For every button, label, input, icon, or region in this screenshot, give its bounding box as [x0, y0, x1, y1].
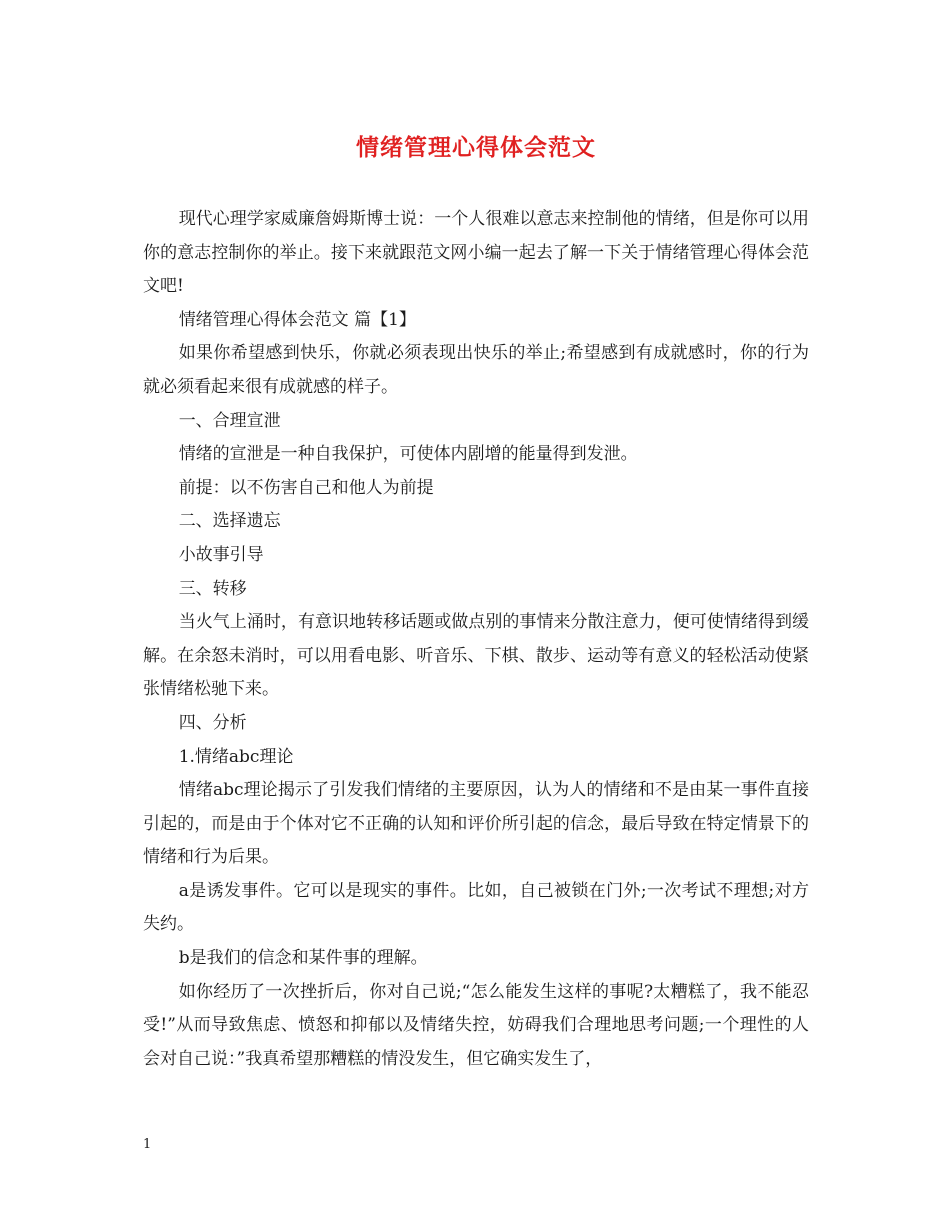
paragraph-transfer: 当火气上涌时，有意识地转移话题或做点别的事情来分散注意力，便可使情绪得到缓解。在余怒未消时，可以用看电影、听音乐、下棋、散步、运动等有意义的轻松活动使紧张情绪松驰下来。	[143, 612, 809, 700]
heading-analysis: 四、分析	[178, 712, 247, 733]
document-title: 情绪管理心得体会范文	[356, 134, 596, 161]
paragraph-happiness: 如果你希望感到快乐，你就必须表现出快乐的举止;希望感到有成就感时，你的行为就必须看起来很有成就感的样子。	[143, 343, 809, 397]
paragraph-intro: 现代心理学家威廉詹姆斯博士说：一个人很难以意志来控制他的情绪，但是你可以用你的意志控制你的举止。接下来就跟范文网小编一起去了解一下关于情绪管理心得体会范文吧!	[143, 209, 809, 297]
paragraph-example: 如你经历了一次挫折后，你对自己说;“怎么能发生这样的事呢?太糟糕了，我不能忍受!”从而导致焦虑、愤怒和抑郁以及情绪失控，妨碍我们合理地思考问题;一个理性的人会对自己说：”我真希望那糟糕的情没发生，但它确实发生了，	[143, 981, 809, 1069]
paragraph-premise: 前提：以不伤害自己和他人为前提	[178, 477, 434, 498]
page-number: 1	[143, 1137, 152, 1152]
heading-reasonable-venting: 一、合理宣泄	[178, 410, 281, 431]
section-heading-article-1: 情绪管理心得体会范文 篇【1】	[178, 309, 416, 330]
paragraph-story-guide: 小故事引导	[178, 544, 264, 565]
paragraph-b-belief: b是我们的信念和某件事的理解。	[178, 948, 428, 969]
paragraph-a-event: a是诱发事件。它可以是现实的事件。比如，自己被锁在门外;一次考试不理想;对方失约。	[143, 880, 809, 935]
paragraph-venting: 情绪的宣泄是一种自我保护，可使体内剧增的能量得到发泄。	[178, 444, 638, 465]
paragraph-abc-theory: 情绪abc理论揭示了引发我们情绪的主要原因，认为人的情绪和不是由某一事件直接引起的，而是由于个体对它不正确的认知和评价所引起的信念，最后导致在特定情景下的情绪和行为后果。	[143, 780, 809, 868]
heading-transfer: 三、转移	[178, 578, 247, 599]
document-body	[143, 203, 809, 1076]
heading-choose-forget: 二、选择遗忘	[178, 511, 281, 532]
subheading-abc-theory: 1.情绪abc理论	[178, 746, 294, 767]
